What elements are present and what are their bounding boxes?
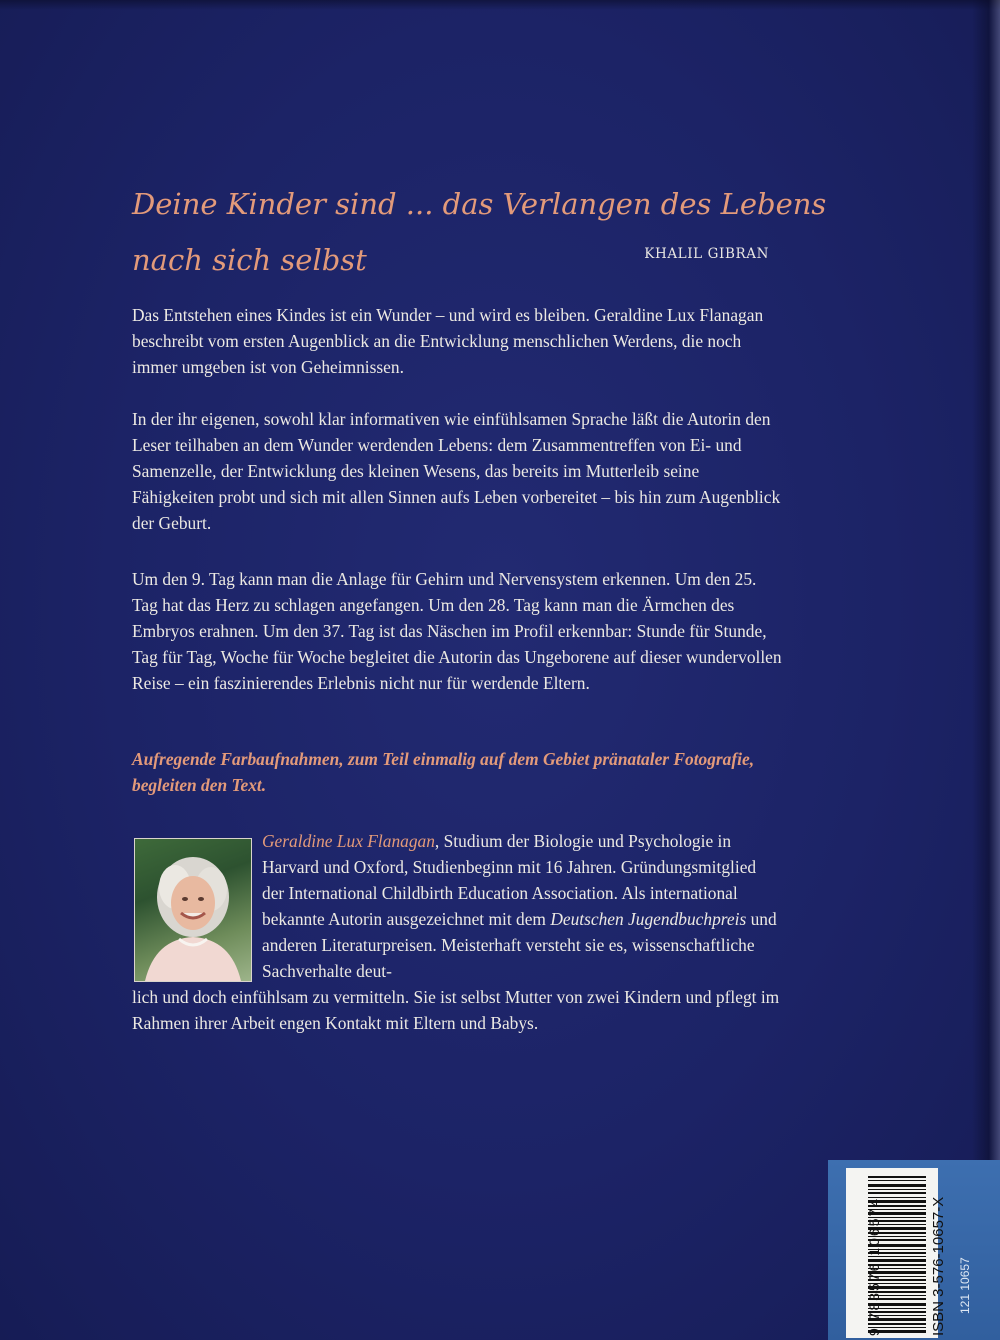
author-photo [134,838,252,982]
epigraph-line-2: nach sich selbst [132,243,367,277]
epigraph-author: KHALIL GIBRAN [644,246,769,262]
barcode-icon [846,1168,938,1338]
isbn-digits: 9 783576 106574 [866,1197,882,1336]
cover-top-edge [0,0,1000,10]
epigraph-line-1: Deine Kinder sind ... das Verlangen des Lebens [132,187,827,221]
photo-highlight: Aufregende Farbaufnahmen, zum Teil einmalig auf dem Gebiet pränataler Fotografie, begleiten den Text. [132,749,755,795]
author-bio [262,828,782,984]
cover-spine-edge [972,0,1000,1340]
paragraph-milestones: Um den 9. Tag kann man die Anlage für Gehirn und Nervensystem erkennen. Um den 25. Tag hat das Herz zu schlagen angefangen. Um den 28. Tag kann man die Ärmchen des Embryos erahnen. Um den 37. Tag ist das Näschen im Profil erkennbar: Stunde für Stunde, Tag für Tag, Woche für Woche begleitet die Autorin das Ungeborene auf dieser wundervollen Reise – ein faszinierendes Erlebnis nicht nur für werdende Eltern. [132,569,782,693]
isbn-label: ISBN 3-576-10657-X [930,1196,947,1336]
author-bio-continued: lich und doch einfühlsam zu vermitteln. Sie ist selbst Mutter von zwei Kindern und pflegt im Rahmen ihrer Arbeit engen Kontakt mit Eltern und Babys. [132,987,780,1033]
author-portrait-icon [135,839,251,981]
barcode [846,1168,938,1338]
paragraph-description: In der ihr eigenen, sowohl klar informativen wie einfühlsamen Sprache läßt die Autorin den Leser teilhaben an dem Wunder werdenden Lebens: dem Zusammentreffen von Ei- und Samenzelle, der Entwicklung des kleinen Wesens, das bereits im Mutterleib seine Fähigkeiten probt und sich mit allen Sinnen aufs Leben vorbereitet – bis hin zum Augenblick der Geburt. [132,409,781,533]
author-bio-part-1: , Studium der Biologie und Psychologie in Harvard und Oxford, Studienbeginn mit 16 Jahren. Gründungsmitglied der International Childbirth Education Association. Als international bekannte Autorin ausgezeichnet mit dem [262,831,757,929]
epigraph-quote [132,176,827,288]
article-code: 121 10657 [958,1257,972,1314]
paragraph-intro: Das Entstehen eines Kindes ist ein Wunder – und wird es bleiben. Geraldine Lux Flanagan beschreibt vom ersten Augenblick an die Entwicklung menschlichen Werdens, die noch immer umgeben ist von Geheimnissen. [132,305,764,377]
author-name: Geraldine Lux Flanagan [262,831,435,851]
author-bio-part-2: und anderen Literaturpreisen. Meisterhaft versteht sie es, wissenschaftliche Sachverhalte deut- [262,909,777,981]
award-name: Deutschen Jugendbuchpreis [550,909,747,929]
